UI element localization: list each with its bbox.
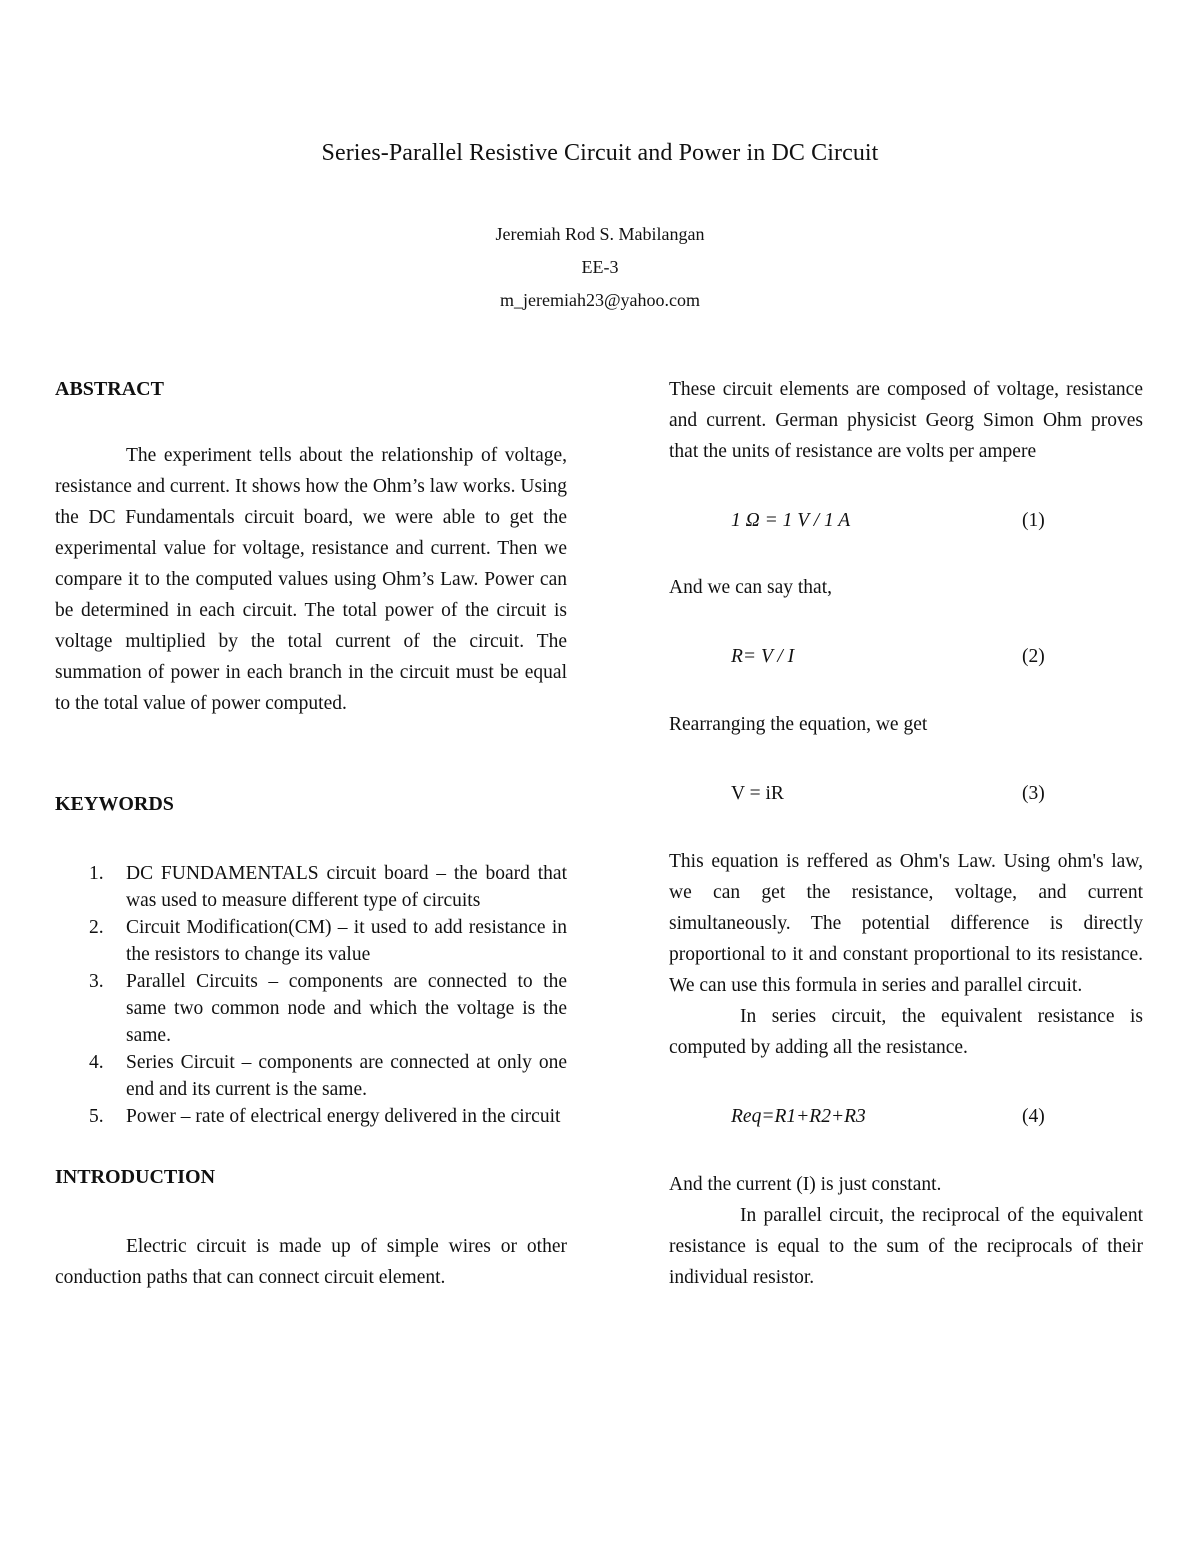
equation-2-number: (2) [1022, 646, 1045, 667]
keywords-heading: KEYWORDS [55, 793, 174, 815]
keyword-item [55, 860, 567, 914]
paper-title: Series-Parallel Resistive Circuit and Power in DC Circuit [321, 140, 879, 166]
keyword-item [55, 914, 567, 968]
keyword-text: Series Circuit – components are connected at only one end and its current is the same. [126, 1052, 567, 1100]
equation-3-body: V = iR [731, 783, 784, 804]
body-paragraph: In series circuit, the equivalent resistance is computed by adding all the resistance. [669, 1006, 1143, 1058]
right-column [669, 374, 1143, 1293]
abstract-heading: ABSTRACT [55, 378, 164, 400]
author-name: Jeremiah Rod S. Mabilangan [495, 224, 705, 244]
keyword-text: Parallel Circuits – components are connected to the same two common node and which the voltage is the same. [126, 971, 567, 1046]
body-paragraph: And we can say that, [669, 577, 832, 598]
keyword-item [55, 1049, 567, 1103]
keyword-number: 4. [89, 1052, 104, 1073]
keyword-item [55, 968, 567, 1049]
author-block [0, 218, 1200, 317]
body-paragraph: Rearranging the equation, we get [669, 714, 928, 735]
equation-4-body: Req=R1+R2+R3 [731, 1106, 866, 1127]
equation-3 [669, 778, 1143, 809]
equation-3-number: (3) [1022, 783, 1045, 804]
author-section: EE-3 [581, 257, 619, 277]
left-column [55, 374, 567, 1293]
keyword-text: Circuit Modification(CM) – it used to add resistance in the resistors to change its value [126, 917, 567, 965]
abstract-text: The experiment tells about the relationship of voltage, resistance and current. It shows how the Ohm’s law works. Using the DC Fundamentals circuit board, we were able to get the experimental value for voltage, resistance and current. Then we compare it to the computed values using Ohm’s Law. Power can be determined in each circuit. The total power of the circuit is voltage multiplied by the total current of the circuit. The summation of power in each branch in the circuit must be equal to the total value of power computed. [55, 445, 567, 714]
keyword-number: 3. [89, 971, 104, 992]
body-paragraph: And the current (I) is just constant. [669, 1174, 942, 1195]
keyword-number: 1. [89, 863, 104, 884]
body-paragraph: In parallel circuit, the reciprocal of the equivalent resistance is equal to the sum of the reciprocals of their individual resistor. [669, 1205, 1143, 1288]
introduction-text: Electric circuit is made up of simple wires or other conduction paths that can connect circuit element. [55, 1236, 567, 1288]
equation-1 [669, 505, 1143, 536]
equation-1-body: 1 Ω = 1 V / 1 A [731, 510, 851, 531]
keyword-number: 2. [89, 917, 104, 938]
keyword-text: DC FUNDAMENTALS circuit board – the board that was used to measure different type of circuits [126, 863, 567, 911]
equation-4-number: (4) [1022, 1106, 1045, 1127]
body-paragraph: These circuit elements are composed of voltage, resistance and current. German physicist Georg Simon Ohm proves that the units of resistance are volts per ampere [669, 379, 1143, 462]
equation-1-number: (1) [1022, 510, 1045, 531]
author-email: m_jeremiah23@yahoo.com [499, 290, 701, 310]
introduction-heading: INTRODUCTION [55, 1166, 216, 1188]
keyword-number: 5. [89, 1106, 104, 1127]
equation-4 [669, 1101, 1143, 1132]
keyword-text: Power – rate of electrical energy delivered in the circuit [126, 1106, 561, 1127]
equation-2-body: R= V / I [731, 646, 795, 667]
body-paragraph: This equation is reffered as Ohm's Law. Using ohm's law, we can get the resistance, voltage, and current simultaneously. The potential difference is directly proportional to it and constant proportional to its resistance. We can use this formula in series and parallel circuit. [669, 851, 1143, 996]
keyword-item [55, 1103, 567, 1130]
equation-2 [669, 641, 1143, 672]
keywords-list [55, 860, 567, 1130]
